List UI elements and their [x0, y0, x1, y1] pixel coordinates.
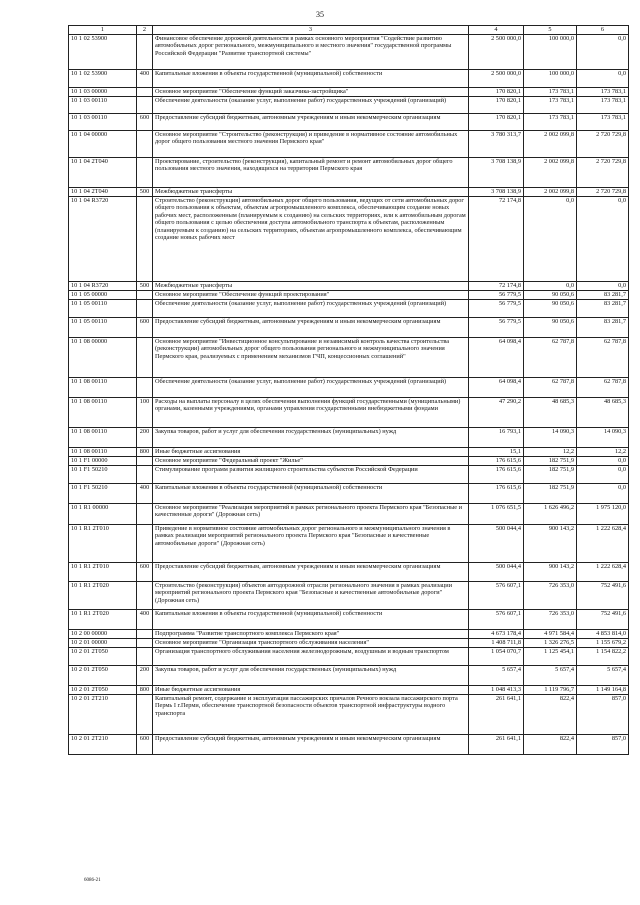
row-expense-type-cell: 600: [137, 318, 153, 338]
row-expense-type-cell: [137, 35, 153, 70]
row-value-2023-cell: 0,0: [577, 35, 629, 70]
table-row: [69, 563, 629, 582]
row-name-cell: Обеспечение деятельности (оказание услуг, выполнение работ) государственных учреждений (организаций): [153, 300, 469, 318]
row-code-cell: 10 1 F1 50210: [69, 484, 137, 504]
row-value-2023-cell: 1 154 822,2: [577, 648, 629, 666]
row-value-2023-cell: 48 685,3: [577, 398, 629, 428]
table-row: [69, 610, 629, 630]
row-code-cell: 10 2 01 2Т050: [69, 648, 137, 666]
row-value-2023-cell: 83 281,7: [577, 291, 629, 300]
row-value-2021-cell: 64 098,4: [469, 378, 524, 398]
row-expense-type-cell: [137, 695, 153, 735]
row-expense-type-cell: 500: [137, 282, 153, 291]
row-expense-type-cell: 500: [137, 188, 153, 197]
header-col-1: 1: [69, 26, 137, 35]
row-value-2021-cell: 1 076 651,5: [469, 504, 524, 525]
row-value-2023-cell: 2 720 729,8: [577, 188, 629, 197]
row-value-2023-cell: 0,0: [577, 484, 629, 504]
row-name-cell: Межбюджетные трансферты: [153, 188, 469, 197]
row-expense-type-cell: 200: [137, 666, 153, 686]
page-number: 35: [316, 10, 324, 19]
row-code-cell: 10 2 01 2Т210: [69, 695, 137, 735]
row-expense-type-cell: [137, 197, 153, 282]
row-name-cell: Закупка товаров, работ и услуг для обеспечения государственных (муниципальных) нужд: [153, 428, 469, 448]
table-row: [69, 282, 629, 291]
row-code-cell: 10 1 02 53900: [69, 35, 137, 70]
row-value-2023-cell: 12,2: [577, 448, 629, 457]
row-expense-type-cell: [137, 466, 153, 484]
row-value-2023-cell: 62 787,8: [577, 338, 629, 378]
row-value-2021-cell: 1 408 711,8: [469, 639, 524, 648]
row-value-2023-cell: 2 720 729,8: [577, 158, 629, 188]
header-col-6: 6: [577, 26, 629, 35]
row-value-2021-cell: 2 500 000,0: [469, 35, 524, 70]
row-code-cell: 10 1 03 00000: [69, 88, 137, 97]
row-expense-type-cell: 600: [137, 735, 153, 755]
row-name-cell: Капитальные вложения в объекты государственной (муниципальной) собственности: [153, 484, 469, 504]
row-value-2022-cell: 2 002 099,8: [524, 131, 577, 158]
row-value-2022-cell: 0,0: [524, 197, 577, 282]
row-name-cell: Капитальные вложения в объекты государственной (муниципальной) собственности: [153, 610, 469, 630]
row-value-2022-cell: 822,4: [524, 735, 577, 755]
row-expense-type-cell: 100: [137, 398, 153, 428]
row-value-2023-cell: 173 783,1: [577, 88, 629, 97]
row-value-2022-cell: 1 326 276,5: [524, 639, 577, 648]
row-value-2022-cell: 62 787,8: [524, 378, 577, 398]
row-name-cell: Стимулирование программ развития жилищного строительства субъектов Российской Федерации: [153, 466, 469, 484]
row-expense-type-cell: 400: [137, 70, 153, 88]
header-col-4: 4: [469, 26, 524, 35]
row-value-2021-cell: 176 615,6: [469, 466, 524, 484]
row-code-cell: 10 1 05 00110: [69, 318, 137, 338]
row-expense-type-cell: 600: [137, 563, 153, 582]
row-expense-type-cell: [137, 338, 153, 378]
row-expense-type-cell: [137, 291, 153, 300]
row-expense-type-cell: [137, 504, 153, 525]
row-name-cell: Предоставление субсидий бюджетным, автономным учреждениям и иным некоммерческим организациям: [153, 318, 469, 338]
row-name-cell: Приведение в нормативное состояние автомобильных дорог регионального и межмуниципального значения в рамках реализации мероприятий регионального проекта Пермского края "Безопасные и качественные автомобильные дороги" (Дорожная сеть): [153, 525, 469, 563]
row-code-cell: 10 1 08 00110: [69, 378, 137, 398]
table-row: [69, 197, 629, 282]
row-value-2021-cell: 72 174,8: [469, 282, 524, 291]
row-expense-type-cell: [137, 131, 153, 158]
row-value-2022-cell: 182 751,9: [524, 484, 577, 504]
row-expense-type-cell: [137, 630, 153, 639]
row-value-2021-cell: 1 048 413,3: [469, 686, 524, 695]
row-code-cell: 10 2 01 2Т050: [69, 686, 137, 695]
row-value-2021-cell: 576 607,1: [469, 610, 524, 630]
row-value-2021-cell: 16 793,1: [469, 428, 524, 448]
row-code-cell: 10 1 05 00000: [69, 291, 137, 300]
row-value-2022-cell: 0,0: [524, 282, 577, 291]
row-code-cell: 10 1 03 00110: [69, 97, 137, 114]
table-row: [69, 630, 629, 639]
row-value-2023-cell: 0,0: [577, 282, 629, 291]
row-value-2022-cell: 14 090,3: [524, 428, 577, 448]
row-value-2022-cell: 2 002 099,8: [524, 188, 577, 197]
row-value-2022-cell: 726 353,0: [524, 610, 577, 630]
row-value-2021-cell: 72 174,8: [469, 197, 524, 282]
row-expense-type-cell: 800: [137, 686, 153, 695]
row-value-2023-cell: 5 657,4: [577, 666, 629, 686]
row-value-2021-cell: 64 098,4: [469, 338, 524, 378]
row-value-2022-cell: 182 751,9: [524, 457, 577, 466]
row-code-cell: 10 1 04 2Т040: [69, 188, 137, 197]
row-value-2021-cell: 3 708 138,9: [469, 158, 524, 188]
row-value-2023-cell: 173 783,1: [577, 114, 629, 131]
table-row: [69, 318, 629, 338]
row-expense-type-cell: [137, 300, 153, 318]
row-value-2021-cell: 500 044,4: [469, 563, 524, 582]
row-value-2023-cell: 4 853 814,0: [577, 630, 629, 639]
row-code-cell: 10 1 04 2Т040: [69, 158, 137, 188]
row-value-2022-cell: 62 787,8: [524, 338, 577, 378]
table-row: [69, 525, 629, 563]
row-value-2021-cell: 176 615,6: [469, 484, 524, 504]
row-code-cell: 10 1 08 00000: [69, 338, 137, 378]
row-name-cell: Предоставление субсидий бюджетным, автономным учреждениям и иным некоммерческим организациям: [153, 735, 469, 755]
row-name-cell: Обеспечение деятельности (оказание услуг, выполнение работ) государственных учреждений (организаций): [153, 378, 469, 398]
row-code-cell: 10 1 08 00110: [69, 398, 137, 428]
row-name-cell: Финансовое обеспечение дорожной деятельности в рамках основного мероприятия "Содействие развитию автомобильных дорог регионального, межмуниципального и местного значения" государственной программы Российской Федерации "Развитие транспортной системы": [153, 35, 469, 70]
row-name-cell: Расходы на выплаты персоналу в целях обеспечения выполнения функций государственными (муниципальными) органами, казенными учреждениями, органами управления государственными внебюджетными фондами: [153, 398, 469, 428]
row-name-cell: Основное мероприятие "Федеральный проект "Жилье": [153, 457, 469, 466]
row-value-2023-cell: 0,0: [577, 457, 629, 466]
row-expense-type-cell: 400: [137, 484, 153, 504]
row-value-2021-cell: 4 673 178,4: [469, 630, 524, 639]
row-value-2022-cell: 1 626 496,2: [524, 504, 577, 525]
row-value-2022-cell: 4 971 584,4: [524, 630, 577, 639]
row-value-2023-cell: 1 149 164,8: [577, 686, 629, 695]
row-name-cell: Межбюджетные трансферты: [153, 282, 469, 291]
header-col-5: 5: [524, 26, 577, 35]
row-value-2022-cell: 1 119 796,7: [524, 686, 577, 695]
row-name-cell: Предоставление субсидий бюджетным, автономным учреждениям и иным некоммерческим организациям: [153, 114, 469, 131]
document-code: 6086-21: [84, 878, 101, 883]
budget-table: [68, 25, 629, 755]
row-expense-type-cell: [137, 457, 153, 466]
row-value-2023-cell: 0,0: [577, 466, 629, 484]
row-name-cell: Основное мероприятие "Инвестиционное консультирование и независимый контроль качества строительства (реконструкции) автомобильных дорог общего пользования регионального и межмуниципального значения Пермского края, реализуемых с применением механизмов ГЧП, концессионных соглашений": [153, 338, 469, 378]
table-row: [69, 582, 629, 610]
row-value-2022-cell: 5 657,4: [524, 666, 577, 686]
row-expense-type-cell: [137, 158, 153, 188]
row-value-2021-cell: 170 820,1: [469, 97, 524, 114]
row-expense-type-cell: 600: [137, 114, 153, 131]
row-name-cell: Предоставление субсидий бюджетным, автономным учреждениям и иным некоммерческим организациям: [153, 563, 469, 582]
row-value-2022-cell: 173 783,1: [524, 97, 577, 114]
row-value-2022-cell: 48 685,3: [524, 398, 577, 428]
table-row: [69, 428, 629, 448]
row-value-2022-cell: 1 125 454,1: [524, 648, 577, 666]
table-row: [69, 639, 629, 648]
row-value-2022-cell: 182 751,9: [524, 466, 577, 484]
row-name-cell: Организация транспортного обслуживания населения железнодорожным, воздушным и водным транспортом: [153, 648, 469, 666]
row-code-cell: 10 1 05 00110: [69, 300, 137, 318]
table-row: [69, 457, 629, 466]
row-code-cell: 10 1 08 00110: [69, 428, 137, 448]
table-row: [69, 648, 629, 666]
row-expense-type-cell: 800: [137, 448, 153, 457]
row-value-2022-cell: 2 002 099,8: [524, 158, 577, 188]
row-value-2023-cell: 2 720 729,8: [577, 131, 629, 158]
row-value-2021-cell: 47 290,2: [469, 398, 524, 428]
row-value-2022-cell: 90 050,6: [524, 300, 577, 318]
row-value-2021-cell: 261 641,1: [469, 735, 524, 755]
table-row: [69, 97, 629, 114]
table-row: [69, 378, 629, 398]
row-value-2023-cell: 0,0: [577, 70, 629, 88]
row-expense-type-cell: 400: [137, 610, 153, 630]
row-name-cell: Основное мероприятие "Организация транспортного обслуживания населения": [153, 639, 469, 648]
row-value-2022-cell: 90 050,6: [524, 318, 577, 338]
row-value-2021-cell: 170 820,1: [469, 88, 524, 97]
table-row: [69, 188, 629, 197]
row-value-2021-cell: 176 615,6: [469, 457, 524, 466]
row-name-cell: Проектирование, строительство (реконструкция), капитальный ремонт и ремонт автомобильных дорог общего пользования местного значения, находящихся на территории Пермского края: [153, 158, 469, 188]
row-value-2022-cell: 12,2: [524, 448, 577, 457]
row-value-2021-cell: 56 779,5: [469, 291, 524, 300]
table-row: [69, 466, 629, 484]
row-value-2022-cell: 173 783,1: [524, 114, 577, 131]
row-value-2021-cell: 261 641,1: [469, 695, 524, 735]
row-code-cell: 10 2 01 2Т210: [69, 735, 137, 755]
row-value-2022-cell: 726 353,0: [524, 582, 577, 610]
row-code-cell: 10 1 03 00110: [69, 114, 137, 131]
row-value-2021-cell: 170 820,1: [469, 114, 524, 131]
row-code-cell: 10 1 04 R3720: [69, 282, 137, 291]
row-code-cell: 10 2 00 00000: [69, 630, 137, 639]
row-code-cell: 10 2 01 00000: [69, 639, 137, 648]
row-value-2023-cell: 752 491,6: [577, 582, 629, 610]
row-expense-type-cell: [137, 639, 153, 648]
row-value-2023-cell: 83 281,7: [577, 300, 629, 318]
header-row: [69, 26, 629, 35]
row-value-2021-cell: 5 657,4: [469, 666, 524, 686]
row-value-2023-cell: 857,0: [577, 695, 629, 735]
row-value-2023-cell: 14 090,3: [577, 428, 629, 448]
row-name-cell: Иные бюджетные ассигнования: [153, 686, 469, 695]
row-value-2022-cell: 822,4: [524, 695, 577, 735]
row-value-2022-cell: 900 143,2: [524, 525, 577, 563]
row-value-2023-cell: 752 491,6: [577, 610, 629, 630]
table-row: [69, 300, 629, 318]
row-name-cell: Основное мероприятие "Обеспечение функций заказчика-застройщика": [153, 88, 469, 97]
row-code-cell: 10 1 R1 2Т020: [69, 582, 137, 610]
row-code-cell: 10 1 F1 50210: [69, 466, 137, 484]
row-value-2023-cell: 173 783,1: [577, 97, 629, 114]
header-col-3: 3: [153, 26, 469, 35]
row-value-2023-cell: 1 155 679,2: [577, 639, 629, 648]
table-row: [69, 35, 629, 70]
row-expense-type-cell: 200: [137, 428, 153, 448]
table-row: [69, 131, 629, 158]
table-row: [69, 398, 629, 428]
row-name-cell: Основное мероприятие "Обеспечение функций проектирования": [153, 291, 469, 300]
row-code-cell: 10 1 04 R3720: [69, 197, 137, 282]
row-value-2021-cell: 3 708 138,9: [469, 188, 524, 197]
table-row: [69, 338, 629, 378]
row-code-cell: 10 2 01 2Т050: [69, 666, 137, 686]
row-name-cell: Капитальные вложения в объекты государственной (муниципальной) собственности: [153, 70, 469, 88]
table-row: [69, 695, 629, 735]
row-code-cell: 10 1 08 00110: [69, 448, 137, 457]
row-name-cell: Строительство (реконструкция) объектов автодорожной отрасли регионального значения в рамках реализации мероприятий регионального проекта Пермского края "Безопасные и качественные автомобильные дороги" (Дорожная сеть): [153, 582, 469, 610]
row-expense-type-cell: [137, 88, 153, 97]
row-name-cell: Иные бюджетные ассигнования: [153, 448, 469, 457]
row-value-2021-cell: 56 779,5: [469, 318, 524, 338]
row-value-2021-cell: 1 054 070,7: [469, 648, 524, 666]
row-value-2021-cell: 15,1: [469, 448, 524, 457]
row-name-cell: Строительство (реконструкция) автомобильных дорог общего пользования, ведущих от сети автомобильных дорог общего пользования к объектам, объектам агропромышленного комплекса, обеспечивающим создание новых рабочих мест, расположенным (планируемым к созданию) на сельских территориях, или к автомобильным дорогам общего пользования с целью обеспечения доступа автомобильного транспорта к объектам, расположенным (планируемым к созданию) на сельских территориях, объектам агропромышленного комплекса, обеспечивающим создание новых рабочих мест: [153, 197, 469, 282]
row-value-2021-cell: 56 779,5: [469, 300, 524, 318]
row-value-2022-cell: 900 143,2: [524, 563, 577, 582]
table-row: [69, 158, 629, 188]
row-code-cell: 10 1 04 00000: [69, 131, 137, 158]
row-expense-type-cell: [137, 378, 153, 398]
row-expense-type-cell: [137, 525, 153, 563]
table-row: [69, 666, 629, 686]
row-value-2021-cell: 3 780 313,7: [469, 131, 524, 158]
table-row: [69, 484, 629, 504]
row-code-cell: 10 1 R1 00000: [69, 504, 137, 525]
row-value-2023-cell: 0,0: [577, 197, 629, 282]
row-expense-type-cell: [137, 97, 153, 114]
row-expense-type-cell: [137, 648, 153, 666]
row-value-2022-cell: 90 050,6: [524, 291, 577, 300]
row-value-2023-cell: 857,0: [577, 735, 629, 755]
row-name-cell: Подпрограмма "Развитие транспортного комплекса Пермского края": [153, 630, 469, 639]
row-code-cell: 10 1 F1 00000: [69, 457, 137, 466]
row-value-2022-cell: 100 000,0: [524, 70, 577, 88]
row-value-2021-cell: 500 044,4: [469, 525, 524, 563]
row-code-cell: 10 1 02 53900: [69, 70, 137, 88]
table-row: [69, 448, 629, 457]
row-value-2023-cell: 1 222 628,4: [577, 563, 629, 582]
row-value-2023-cell: 83 281,7: [577, 318, 629, 338]
row-name-cell: Основное мероприятие "Строительство (реконструкция) и приведение в нормативное состояние автомобильных дорог общего пользования местного значения Пермского края": [153, 131, 469, 158]
row-value-2023-cell: 1 222 628,4: [577, 525, 629, 563]
row-value-2023-cell: 62 787,8: [577, 378, 629, 398]
table-row: [69, 686, 629, 695]
row-value-2021-cell: 2 500 000,0: [469, 70, 524, 88]
row-code-cell: 10 1 R1 2Т020: [69, 610, 137, 630]
table-row: [69, 70, 629, 88]
table-row: [69, 291, 629, 300]
row-value-2022-cell: 173 783,1: [524, 88, 577, 97]
row-value-2022-cell: 100 000,0: [524, 35, 577, 70]
row-value-2021-cell: 576 607,1: [469, 582, 524, 610]
table-row: [69, 735, 629, 755]
table-body: [69, 35, 629, 755]
row-name-cell: Закупка товаров, работ и услуг для обеспечения государственных (муниципальных) нужд: [153, 666, 469, 686]
row-name-cell: Обеспечение деятельности (оказание услуг, выполнение работ) государственных учреждений (организаций): [153, 97, 469, 114]
row-name-cell: Капитальный ремонт, содержание и эксплуатация пассажирских причалов Речного вокзала пассажирского порта Пермь I г.Перми, обеспечение транспортной безопасности объектов транспортной инфраструктуры водного транспорта: [153, 695, 469, 735]
table-row: [69, 114, 629, 131]
row-code-cell: 10 1 R1 2Т010: [69, 563, 137, 582]
row-expense-type-cell: [137, 582, 153, 610]
row-value-2023-cell: 1 975 120,0: [577, 504, 629, 525]
row-code-cell: 10 1 R1 2Т010: [69, 525, 137, 563]
header-col-2: 2: [137, 26, 153, 35]
table-row: [69, 88, 629, 97]
row-name-cell: Основное мероприятие "Реализация мероприятий в рамках регионального проекта Пермского края "Безопасные и качественные дороги" (Дорожная сеть): [153, 504, 469, 525]
table-row: [69, 504, 629, 525]
